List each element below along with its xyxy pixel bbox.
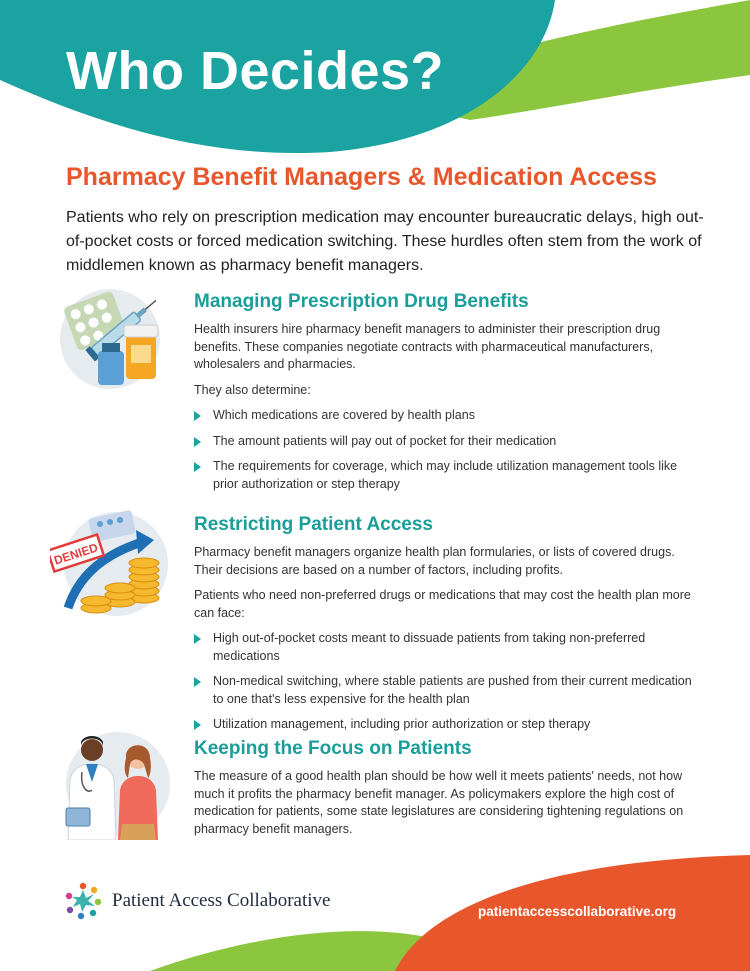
bullet-list — [194, 407, 694, 493]
list-item — [194, 716, 694, 734]
list-item — [194, 673, 694, 708]
section-paragraph: Health insurers hire pharmacy benefit managers to administer their prescription drug benefits. These companies negotiate contracts with pharmaceutical manufacturers, wholesalers and pharmacies. — [194, 322, 661, 371]
list-item-text: Utilization management, including prior authorization or step therapy — [213, 717, 591, 731]
list-item-text: The amount patients will pay out of pocket for their medication — [213, 433, 557, 448]
list-item — [194, 407, 694, 425]
bullet-triangle-icon — [194, 411, 201, 421]
section-paragraph: Patients who need non-preferred drugs or medications that may cost the health plan more can face: — [194, 588, 691, 620]
doctor-patient-icon — [52, 728, 170, 840]
section-restricting-access — [194, 514, 694, 742]
patient-access-collaborative-logo-icon — [62, 880, 104, 922]
list-item — [194, 458, 694, 493]
page-subtitle: Pharmacy Benefit Managers & Medication Access — [66, 163, 657, 191]
denied-coins-icon — [50, 508, 170, 620]
page-title: Who Decides? — [66, 41, 445, 101]
denied-stamp-text: DENIED — [52, 540, 100, 568]
list-item — [194, 630, 694, 665]
bullet-list — [194, 630, 694, 734]
list-item-text: Which medications are covered by health plans — [213, 408, 475, 422]
bullet-triangle-icon — [194, 720, 201, 730]
section-heading: Restricting Patient Access — [194, 514, 433, 535]
bullet-triangle-icon — [194, 462, 201, 472]
section-heading: Keeping the Focus on Patients — [194, 738, 472, 759]
section-paragraph: Pharmacy benefit managers organize health plan formularies, or lists of covered drugs. Their decisions are based on a number of factors, including profits. — [194, 545, 675, 577]
bullet-triangle-icon — [194, 437, 201, 447]
footer-logo — [62, 880, 330, 922]
medication-icon — [58, 283, 170, 395]
website-link[interactable]: patientaccesscollaborative.org — [478, 904, 677, 919]
section-paragraph: They also determine: — [194, 382, 311, 397]
logo-text: Patient Access Collaborative — [112, 890, 331, 911]
section-focus-on-patients — [194, 738, 694, 846]
section-heading: Managing Prescription Drug Benefits — [194, 291, 529, 312]
intro-paragraph: Patients who rely on prescription medication may encounter bureaucratic delays, high out-of-pocket costs or forced medication switching. These hurdles often stem from the work of middlemen known as pharmacy benefit managers. — [66, 209, 704, 274]
section-paragraph: The measure of a good health plan should be how well it meets patients' needs, not how much it profits the pharmacy benefit manager. As policymakers explore the high cost of medication for patients, some state legislatures are considering tightening regulations on pharmacy benefit managers. — [194, 769, 684, 836]
bullet-triangle-icon — [194, 677, 201, 687]
list-item-text: High out-of-pocket costs meant to dissuade patients from taking non-preferred medications — [213, 631, 646, 663]
bullet-triangle-icon — [194, 634, 201, 644]
list-item-text: Non-medical switching, where stable patients are pushed from their current medication to one that's less expensive for the health plan — [213, 674, 692, 706]
list-item — [194, 433, 694, 451]
list-item-text: The requirements for coverage, which may include utilization management tools like prior authorization or step therapy — [213, 459, 678, 491]
section-managing-benefits — [194, 291, 694, 501]
